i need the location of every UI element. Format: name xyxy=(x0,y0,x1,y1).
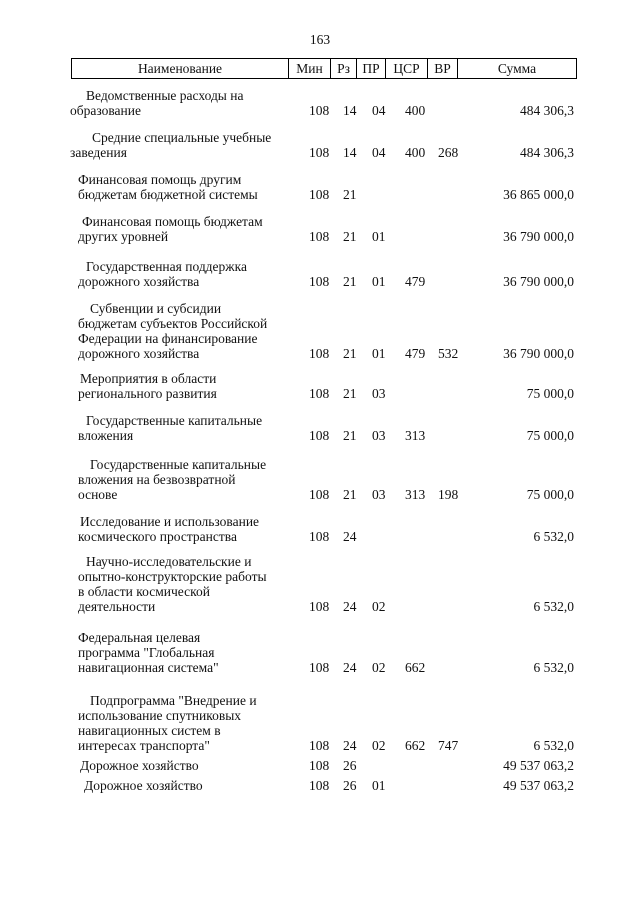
row-sum: 6 532,0 xyxy=(533,738,574,753)
row-name xyxy=(78,301,308,361)
table-row xyxy=(0,88,640,118)
row-rz: 21 xyxy=(343,346,357,361)
table-row xyxy=(0,758,640,773)
row-name-line: Ведомственные расходы на xyxy=(86,88,244,103)
row-min: 108 xyxy=(309,229,330,244)
row-name xyxy=(80,514,298,544)
row-name-line: Государственные капитальные xyxy=(90,457,267,472)
row-pr: 01 xyxy=(372,229,386,244)
table-header xyxy=(71,58,577,79)
row-rz: 14 xyxy=(343,103,357,118)
row-pr: 02 xyxy=(372,599,386,614)
row-name-line: Исследование и использование xyxy=(80,514,260,529)
row-sum: 6 532,0 xyxy=(533,660,574,675)
row-min: 108 xyxy=(309,738,330,753)
row-name xyxy=(78,630,296,675)
row-sum: 484 306,3 xyxy=(520,103,574,118)
row-min: 108 xyxy=(309,346,330,361)
row-rz: 24 xyxy=(343,660,357,675)
row-rz: 26 xyxy=(343,778,357,793)
table-row xyxy=(0,214,640,244)
row-name-line: Научно-исследовательские и xyxy=(86,554,252,569)
row-rz: 21 xyxy=(343,274,357,289)
row-min: 108 xyxy=(309,778,330,793)
row-name xyxy=(78,693,308,753)
header-min: Мин xyxy=(289,59,331,78)
row-name-line: дорожного хозяйства xyxy=(78,346,200,361)
row-name-line: Дорожное хозяйство xyxy=(80,758,199,773)
row-name-line: Мероприятия в области xyxy=(80,371,217,386)
table-row xyxy=(0,259,640,289)
row-name-line: Федерации на финансирование xyxy=(78,331,258,346)
row-rz: 21 xyxy=(343,386,357,401)
row-csr: 313 xyxy=(405,487,426,502)
row-sum: 36 865 000,0 xyxy=(503,187,574,202)
row-min: 108 xyxy=(309,487,330,502)
row-name xyxy=(70,130,310,160)
row-min: 108 xyxy=(309,103,330,118)
row-min: 108 xyxy=(309,187,330,202)
table-row xyxy=(0,371,640,401)
row-name-line: заведения xyxy=(70,145,127,160)
header-sum: Сумма xyxy=(497,61,537,76)
row-name-line: вложения на безвозвратной xyxy=(78,472,236,487)
row-pr: 01 xyxy=(372,274,386,289)
row-name-line: Подпрограмма "Внедрение и xyxy=(90,693,257,708)
row-csr: 479 xyxy=(405,346,426,361)
row-pr: 04 xyxy=(372,145,386,160)
page-number: 163 xyxy=(309,32,331,47)
table-row xyxy=(0,514,640,544)
row-pr: 04 xyxy=(372,103,386,118)
row-name xyxy=(78,172,296,202)
row-name-line: других уровней xyxy=(78,229,169,244)
row-name xyxy=(78,214,300,244)
row-csr: 479 xyxy=(405,274,426,289)
row-name-line: навигационная система" xyxy=(78,660,219,675)
table-row xyxy=(0,693,640,753)
row-name xyxy=(78,554,304,614)
row-min: 108 xyxy=(309,599,330,614)
table-row xyxy=(0,130,640,160)
row-min: 108 xyxy=(309,145,330,160)
row-csr: 662 xyxy=(405,738,426,753)
header-pr: ПР xyxy=(357,59,386,78)
row-rz: 24 xyxy=(343,738,357,753)
table-row xyxy=(0,778,640,793)
row-csr: 313 xyxy=(405,428,426,443)
row-sum: 6 532,0 xyxy=(533,529,574,544)
row-name-line: дорожного хозяйства xyxy=(78,274,200,289)
row-name xyxy=(78,457,308,502)
row-sum: 36 790 000,0 xyxy=(503,346,574,361)
row-sum: 75 000,0 xyxy=(526,487,574,502)
header-vr: ВР xyxy=(428,59,458,78)
table-row xyxy=(0,630,640,675)
row-name-line: использование спутниковых xyxy=(78,708,242,723)
row-name-line: образование xyxy=(70,103,141,118)
row-csr: 662 xyxy=(405,660,426,675)
row-name-line: Дорожное хозяйство xyxy=(84,778,203,793)
row-sum: 36 790 000,0 xyxy=(503,229,574,244)
row-rz: 14 xyxy=(343,145,357,160)
table-body xyxy=(0,88,640,793)
table-row xyxy=(0,301,640,361)
row-name-line: бюджетам субъектов Российской xyxy=(78,316,268,331)
row-name-line: интересах транспорта" xyxy=(78,738,210,753)
row-pr: 03 xyxy=(372,487,386,502)
row-sum: 49 537 063,2 xyxy=(503,778,574,793)
row-min: 108 xyxy=(309,529,330,544)
row-name-line: Средние специальные учебные xyxy=(92,130,272,145)
row-sum: 75 000,0 xyxy=(526,386,574,401)
table-row xyxy=(0,457,640,502)
row-rz: 21 xyxy=(343,428,357,443)
row-pr: 01 xyxy=(372,778,386,793)
row-min: 108 xyxy=(309,274,330,289)
row-pr: 01 xyxy=(372,346,386,361)
row-vr: 198 xyxy=(438,487,459,502)
row-vr: 747 xyxy=(438,738,459,753)
row-vr: 532 xyxy=(438,346,459,361)
row-min: 108 xyxy=(309,386,330,401)
table-row xyxy=(0,172,640,202)
row-rz: 21 xyxy=(343,229,357,244)
row-name-line: Субвенции и субсидии xyxy=(90,301,222,316)
row-sum: 484 306,3 xyxy=(520,145,574,160)
header-rz: Рз xyxy=(331,59,357,78)
row-name-line: регионального развития xyxy=(78,386,217,401)
row-rz: 21 xyxy=(343,187,357,202)
row-sum: 49 537 063,2 xyxy=(503,758,574,773)
row-pr: 02 xyxy=(372,738,386,753)
row-name-line: в области космической xyxy=(78,584,210,599)
row-name xyxy=(70,88,304,118)
row-name-line: Федеральная целевая xyxy=(78,630,201,645)
row-name-line: Финансовая помощь бюджетам xyxy=(82,214,263,229)
row-name xyxy=(80,758,298,773)
row-rz: 24 xyxy=(343,599,357,614)
row-vr: 268 xyxy=(438,145,459,160)
row-sum: 36 790 000,0 xyxy=(503,274,574,289)
row-min: 108 xyxy=(309,660,330,675)
row-csr: 400 xyxy=(405,103,426,118)
row-pr: 02 xyxy=(372,660,386,675)
row-rz: 26 xyxy=(343,758,357,773)
table-row xyxy=(0,554,640,614)
row-name xyxy=(78,413,304,443)
row-name-line: Государственные капитальные xyxy=(86,413,263,428)
row-name-line: вложения xyxy=(78,428,134,443)
row-name xyxy=(78,259,304,289)
row-name-line: космического пространства xyxy=(78,529,237,544)
row-sum: 6 532,0 xyxy=(533,599,574,614)
row-min: 108 xyxy=(309,758,330,773)
row-name-line: опытно-конструкторские работы xyxy=(78,569,267,584)
row-name xyxy=(80,371,298,401)
row-csr: 400 xyxy=(405,145,426,160)
row-name-line: бюджетам бюджетной системы xyxy=(78,187,258,202)
row-sum: 75 000,0 xyxy=(526,428,574,443)
header-name: Наименование xyxy=(72,59,289,78)
row-name-line: Государственная поддержка xyxy=(86,259,247,274)
row-name-line: Финансовая помощь другим xyxy=(78,172,242,187)
row-name xyxy=(84,778,302,793)
row-pr: 03 xyxy=(372,428,386,443)
row-name-line: основе xyxy=(78,487,118,502)
row-name-line: программа "Глобальная xyxy=(78,645,215,660)
row-name-line: навигационных систем в xyxy=(78,723,221,738)
row-name-line: деятельности xyxy=(78,599,156,614)
row-min: 108 xyxy=(309,428,330,443)
table-row xyxy=(0,413,640,443)
row-rz: 21 xyxy=(343,487,357,502)
header-csr: ЦСР xyxy=(386,59,428,78)
row-pr: 03 xyxy=(372,386,386,401)
row-rz: 24 xyxy=(343,529,357,544)
